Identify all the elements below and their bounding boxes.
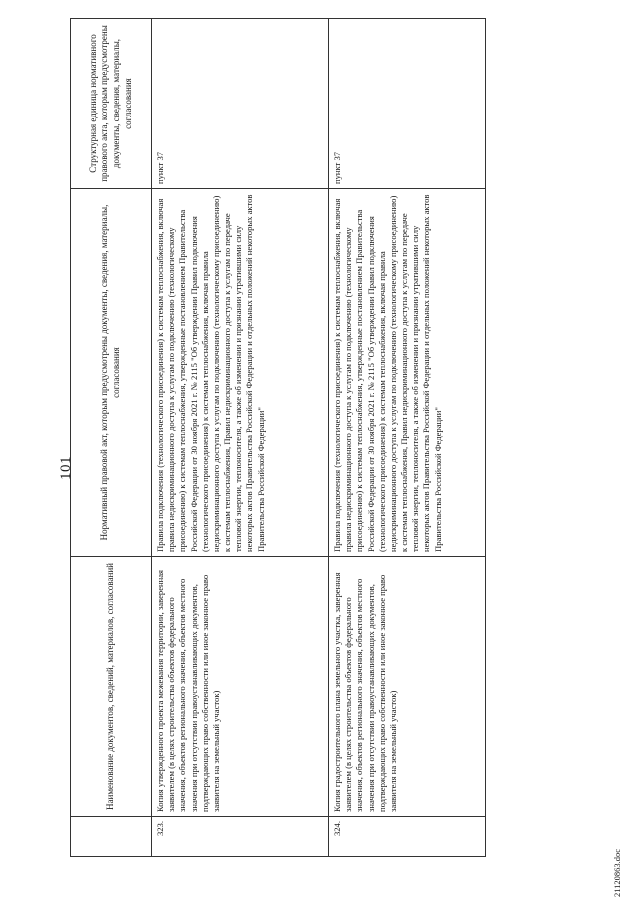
document-name-cell: Копия утвержденного проекта межевания территории, заверенная заявителем (в целях строительства объектов федерального значения, объектов регионального значения, объектов местного значения при отсутствии правоустанавливающих документов, подтверждающих право собственности или иное законное право заявителя на земельный участок) — [152, 557, 329, 817]
header-number — [71, 817, 152, 857]
normative-act-cell: Правила подключения (технологического присоединения) к системам теплоснабжения, включая правила недискриминационного доступа к услугам по подключению (технологическому присоединению) к системам теплоснабжения, утвержденные постановлением Правительства Российской Федерации от 30 ноября 2021 г. № 2115 "Об утверждении Правил подключения (технологического присоединения) к системам теплоснабжения, включая правила недискриминационного доступа к услугам по подключению (технологическому присоединению) к системам теплоснабжения, Правил недискриминационного доступа к услугам по передаче тепловой энергии, теплоносителя, а также об изменении и признании утратившими силу некоторых актов Правительства Российской Федерации и отдельных положений некоторых актов Правительства Российской Федерации" — [329, 189, 486, 557]
normative-act-cell: Правила подключения (технологического присоединения) к системам теплоснабжения, включая правила недискриминационного доступа к услугам по подключению (технологическому присоединению) к системам теплоснабжения, утвержденные постановлением Правительства Российской Федерации от 30 ноября 2021 г. № 2115 "Об утверждении Правил подключения (технологического присоединения) к системам теплоснабжения, включая правила недискриминационного доступа к услугам по подключению (технологическому присоединению) к системам теплоснабжения, Правил недискриминационного доступа к услугам по передаче тепловой энергии, теплоносителя, а также об изменении и признании утратившими силу некоторых актов Правительства Российской Федерации и отдельных положений некоторых актов Правительства Российской Федерации" — [152, 189, 329, 557]
structural-unit-cell: пункт 37 — [152, 19, 329, 189]
header-normative-act: Нормативный правовой акт, которым предусмотрены документы, сведения, материалы, согласования — [71, 189, 152, 557]
row-number: 323. — [152, 817, 329, 857]
file-name: 21120863.doc — [612, 848, 622, 897]
row-number: 324. — [329, 817, 486, 857]
header-structural-unit: Структурная единица нормативного правового акта, которым предусмотрены документы, сведения, материалы, согласования — [71, 19, 152, 189]
document-name-cell: Копия градостроительного плана земельного участка, заверенная заявителем (в целях строительства объектов федерального значения, объектов регионального значения, объектов местного значения при отсутствии правоустанавливающих документов, подтверждающих право собственности или иное законное право заявителя на земельный участок) — [329, 557, 486, 817]
table-row — [329, 19, 486, 857]
table-header-row — [71, 19, 152, 857]
table-row — [152, 19, 329, 857]
header-document-name: Наименование документов, сведений, материалов, согласований — [71, 557, 152, 817]
requirements-table — [70, 18, 486, 857]
structural-unit-cell: пункт 37 — [329, 19, 486, 189]
page-number: 101 — [58, 456, 74, 480]
